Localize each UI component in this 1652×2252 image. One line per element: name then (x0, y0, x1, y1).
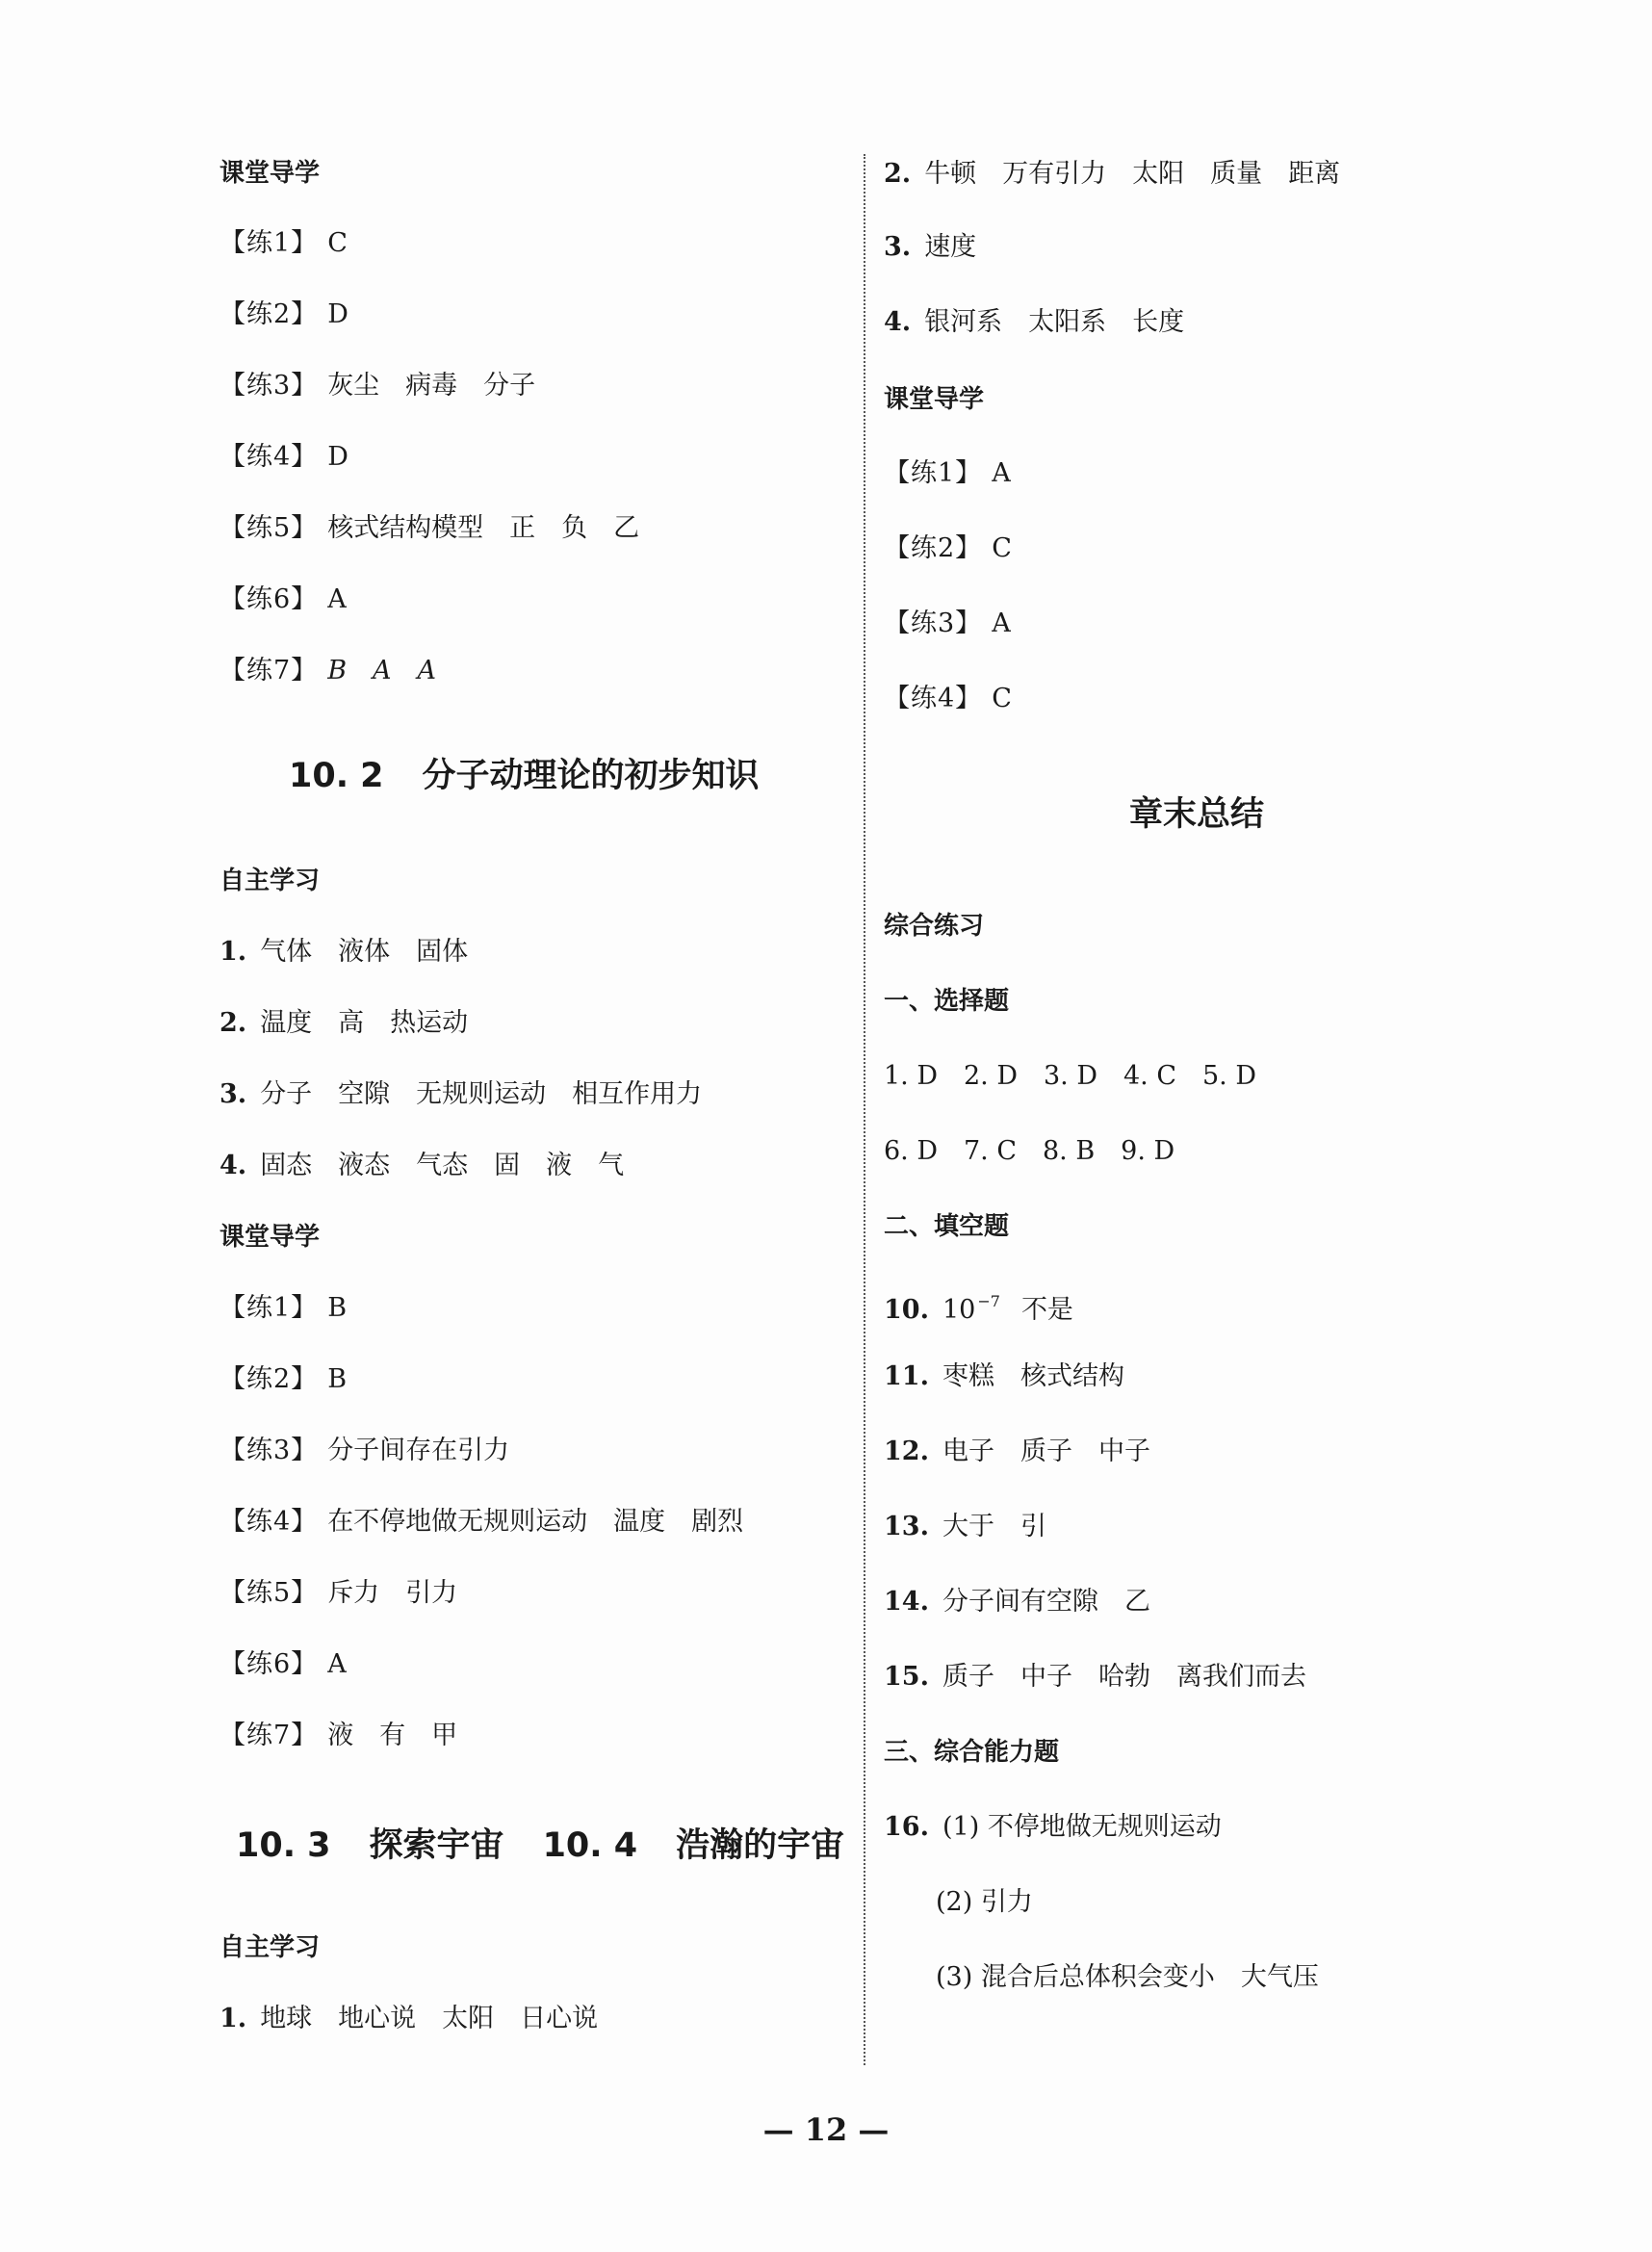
answer-item: 4. 银河系 太阳系 长度 (884, 307, 1185, 337)
multiple-choice-answers: 6. D 7. C 8. B 9. D (884, 1136, 1175, 1166)
answer-item: 11. 枣糕 核式结构 (884, 1361, 1124, 1391)
column-divider (864, 154, 865, 2065)
chapter-summary-title: 章末总结 (1129, 795, 1265, 834)
answer-item: 2. 牛顿 万有引力 太阳 质量 距离 (884, 159, 1341, 189)
page-number: — 12 — (762, 2111, 890, 2148)
heading-multiple-choice: 一、选择题 (884, 987, 1010, 1016)
section-title-10-3-10-4: 10. 3 探索宇宙 10. 4 浩瀚的宇宙 (236, 1826, 845, 1865)
practice-item: 【练4】 C (884, 684, 1012, 713)
practice-item: 【练2】 C (884, 533, 1012, 563)
answer-item: 3. 分子 空隙 无规则运动 相互作用力 (219, 1079, 703, 1109)
practice-item: 【练3】 分子间存在引力 (219, 1436, 510, 1465)
answer-item: 3. 速度 (884, 232, 977, 262)
practice-item: 【练6】 A (219, 1649, 347, 1679)
practice-item: 【练3】 灰尘 病毒 分子 (219, 371, 536, 401)
practice-item: 【练6】 A (219, 584, 347, 614)
section-title-10-2: 10. 2 分子动理论的初步知识 (289, 757, 760, 795)
answer-subitem: (3) 混合后总体积会变小 大气压 (936, 1962, 1319, 1992)
practice-item: 【练2】 D (219, 299, 348, 329)
multiple-choice-answers: 1. D 2. D 3. D 4. C 5. D (884, 1061, 1256, 1091)
heading-classroom-guide: 课堂导学 (884, 385, 985, 414)
answer-item: 10. 10 $^{-7}$ 不是 (884, 1292, 1073, 1325)
practice-item: 【练2】 B (219, 1364, 348, 1394)
practice-item: 【练4】 在不停地做无规则运动 温度 剧烈 (219, 1507, 744, 1537)
practice-item: 【练1】 C (219, 228, 348, 258)
answer-item: 12. 电子 质子 中子 (884, 1437, 1150, 1466)
answer-item: 15. 质子 中子 哈勃 离我们而去 (884, 1662, 1306, 1692)
practice-item: 【练1】 B (219, 1293, 348, 1323)
heading-self-study: 自主学习 (219, 1933, 321, 1962)
practice-item: 【练7】 B A A (219, 656, 437, 686)
answer-item: 2. 温度 高 热运动 (219, 1008, 469, 1038)
heading-self-study: 自主学习 (219, 867, 321, 895)
practice-item: 【练7】 液 有 甲 (219, 1721, 458, 1750)
practice-item: 【练5】 斥力 引力 (219, 1578, 458, 1608)
heading-comprehensive-practice: 综合练习 (884, 912, 985, 941)
heading-classroom-guide: 课堂导学 (219, 1223, 321, 1252)
heading-classroom-guide: 课堂导学 (219, 159, 321, 188)
heading-fill-in: 二、填空题 (884, 1212, 1010, 1241)
answer-item: 4. 固态 液态 气态 固 液 气 (219, 1151, 625, 1180)
practice-item: 【练5】 核式结构模型 正 负 乙 (219, 513, 640, 543)
heading-comprehensive-ability: 三、综合能力题 (884, 1738, 1060, 1767)
answer-item: 14. 分子间有空隙 乙 (884, 1587, 1150, 1617)
answer-item: 1. 地球 地心说 太阳 日心说 (219, 2004, 599, 2033)
answer-item: 16. (1) 不停地做无规则运动 (884, 1812, 1222, 1842)
answer-subitem: (2) 引力 (936, 1887, 1033, 1917)
practice-item: 【练1】 A (884, 458, 1011, 488)
answer-item: 13. 大于 引 (884, 1512, 1046, 1541)
answer-item: 1. 气体 液体 固体 (219, 937, 469, 967)
practice-item: 【练3】 A (884, 608, 1011, 638)
practice-item: 【练4】 D (219, 442, 348, 472)
